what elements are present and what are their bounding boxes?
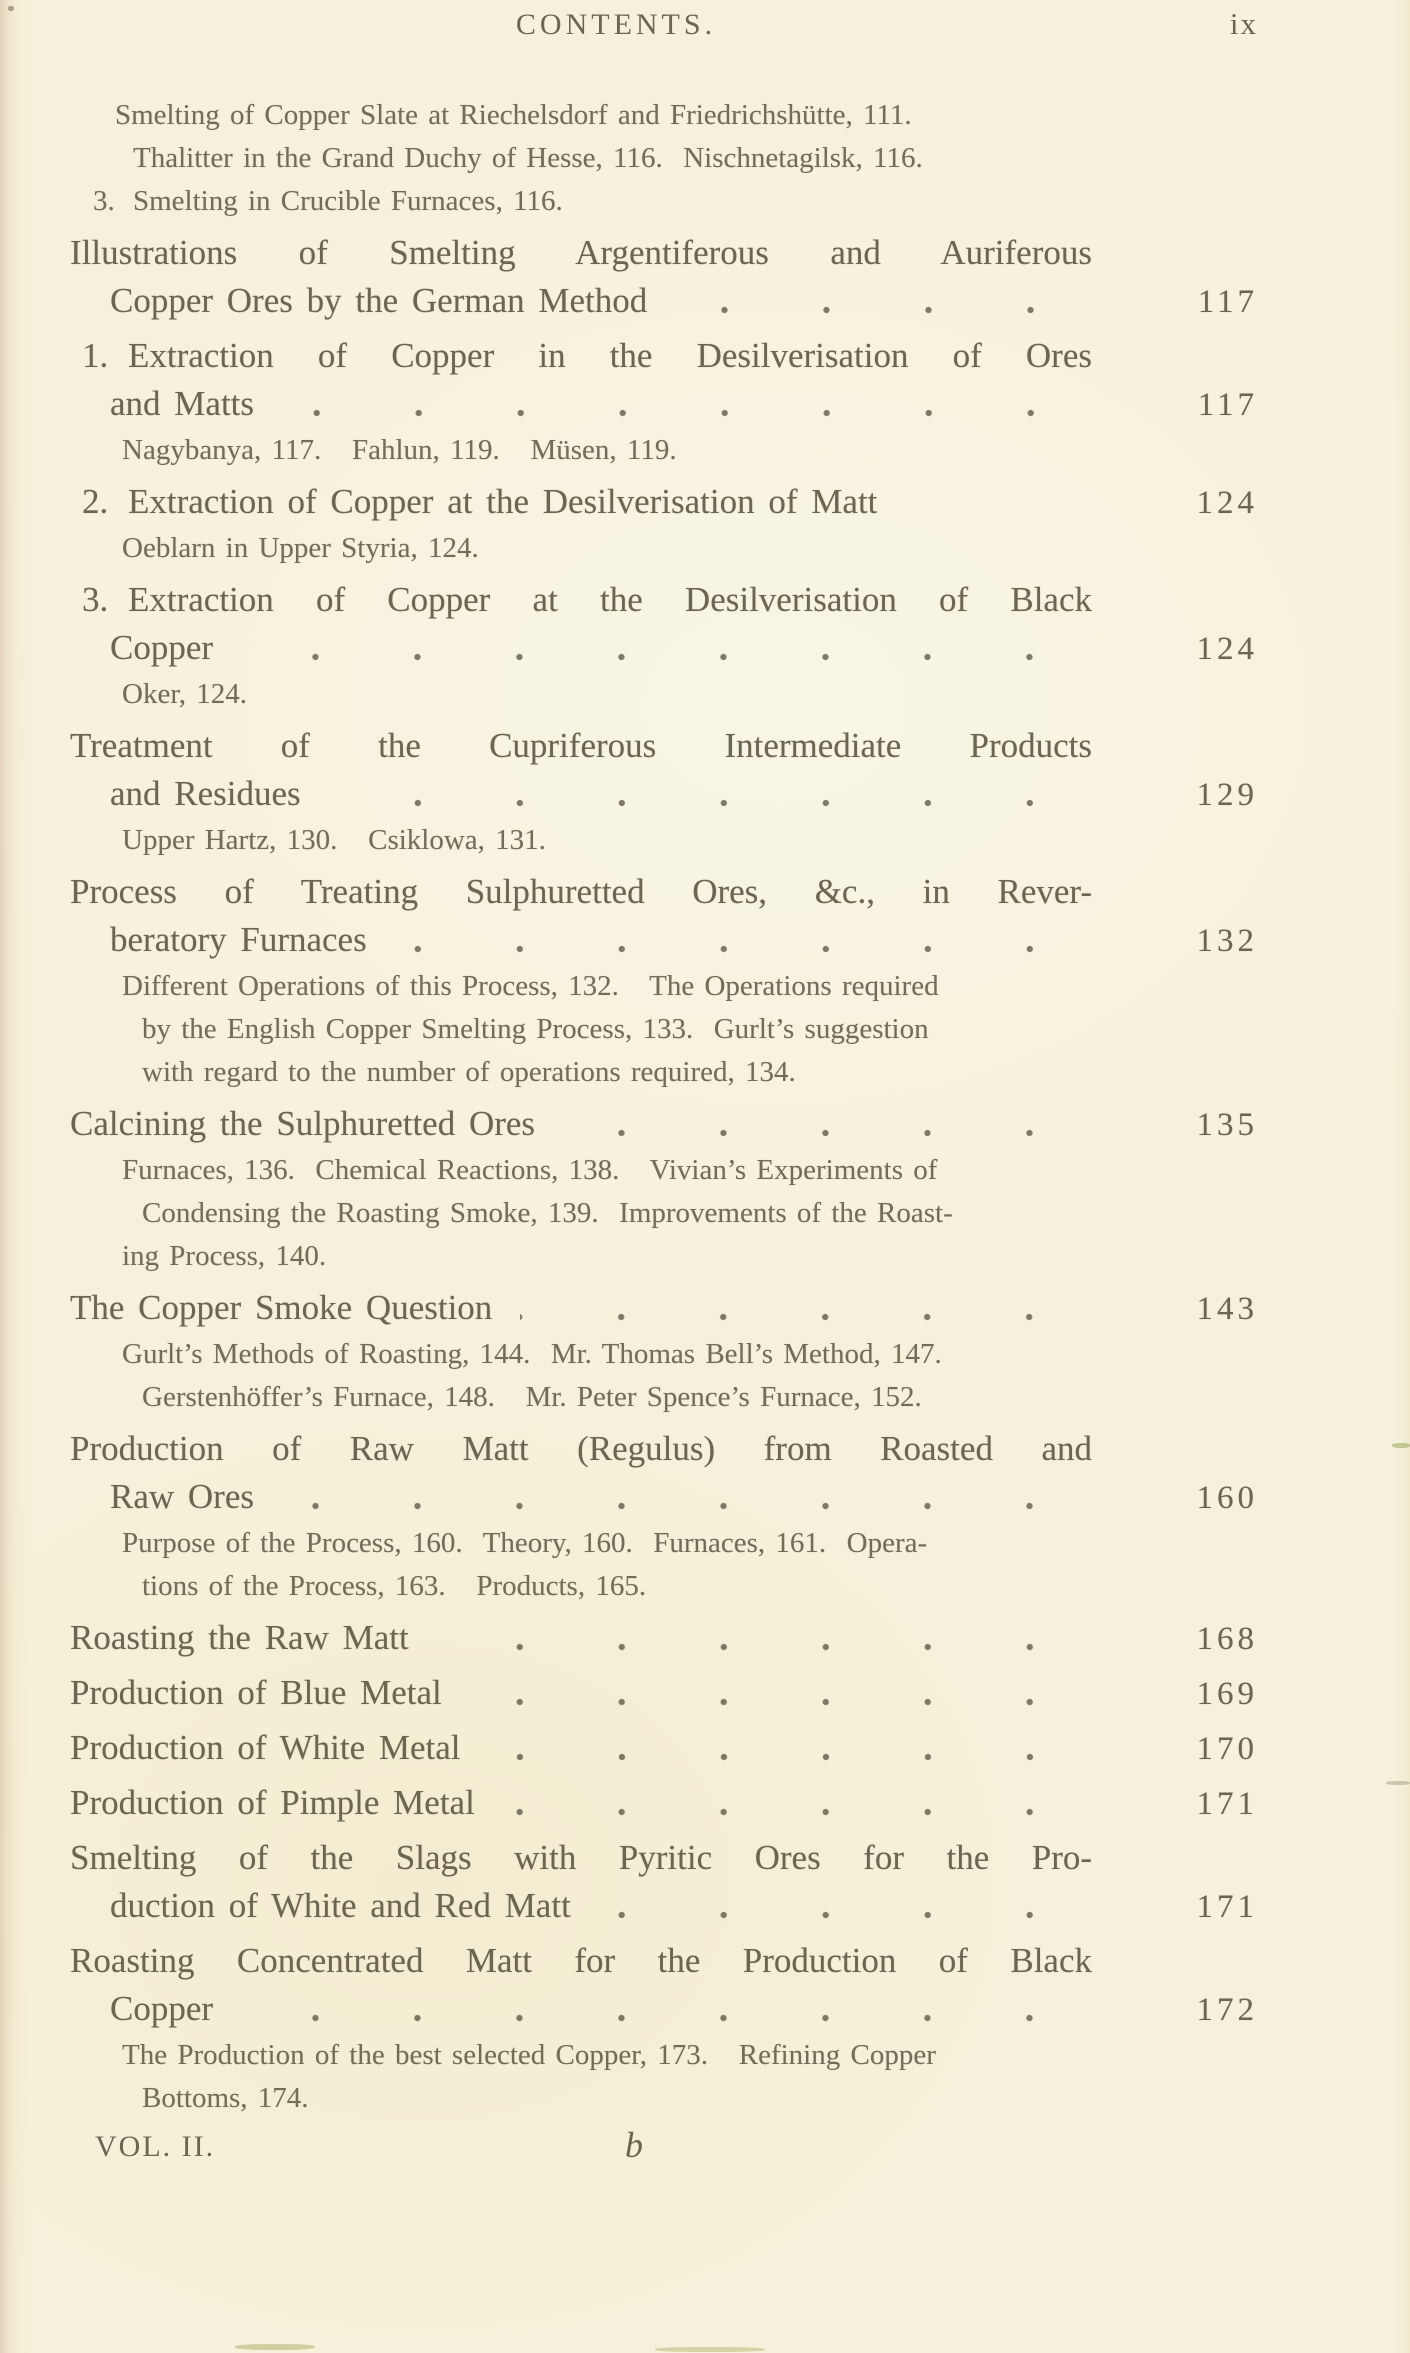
entry-number: 2. bbox=[82, 482, 109, 521]
toc-entry bbox=[70, 1834, 1258, 1931]
entry-text: Copper bbox=[110, 1989, 214, 2028]
toc-sub-line: Purpose of the Process, 160. Theory, 160. Furnaces, 161. Opera- bbox=[122, 1527, 928, 1559]
toc-entry bbox=[70, 1284, 1258, 1419]
toc-sub-line: tions of the Process, 163. Products, 165. bbox=[142, 1570, 647, 1602]
entry-text: Extraction of Copper at the Desilverisation of Black bbox=[128, 580, 1092, 619]
entry-line bbox=[110, 916, 1258, 965]
dot-leader bbox=[599, 1910, 1127, 1920]
entry-page-number: 117 bbox=[1197, 387, 1258, 423]
entry-page-number: 124 bbox=[1196, 485, 1258, 521]
entry-text: Production of Blue Metal bbox=[70, 1673, 442, 1712]
entry-text: beratory Furnaces bbox=[110, 920, 367, 959]
entry-text: Production of White Metal bbox=[70, 1728, 461, 1767]
toc-preamble bbox=[93, 94, 1258, 223]
entry-number: 3. bbox=[82, 580, 109, 619]
entry-line: Smelting of the Slags with Pyritic Ores for the Pro- bbox=[70, 1838, 1092, 1877]
entry-line: Treatment of the Cupriferous Intermediate Products bbox=[70, 726, 1092, 765]
entry-page-number: 170 bbox=[1196, 1731, 1258, 1767]
toc-sub-line: Smelting of Copper Slate at Riechelsdorf and Friedrichshütte, 111. bbox=[115, 99, 912, 131]
entry-line bbox=[70, 1284, 1258, 1333]
toc-sub-line: Furnaces, 136. Chemical Reactions, 138. Vivian’s Experiments of bbox=[122, 1154, 938, 1186]
entry-subs bbox=[122, 1333, 1258, 1419]
page-footer bbox=[70, 2125, 1258, 2180]
entry-subs bbox=[122, 819, 1258, 862]
entry-page-number: 171 bbox=[1196, 1786, 1258, 1822]
toc-sub-line: Upper Hartz, 130. Csiklowa, 131. bbox=[122, 824, 546, 856]
toc-entry bbox=[70, 576, 1258, 716]
entry-text: Extraction of Copper in the Desilverisation of Ores bbox=[128, 336, 1092, 375]
dot-leader bbox=[503, 1807, 1127, 1817]
entry-text: Raw Ores bbox=[110, 1477, 254, 1516]
toc-sub-line: Thalitter in the Grand Duchy of Hesse, 116. Nischnetagilsk, 116. bbox=[133, 142, 923, 174]
toc-sub-line: Gurlt’s Methods of Roasting, 144. Mr. Thomas Bell’s Method, 147. bbox=[122, 1338, 942, 1370]
entry-subs bbox=[122, 527, 1258, 570]
entry-text: The Copper Smoke Question bbox=[70, 1288, 493, 1327]
entry-page-number: 143 bbox=[1196, 1291, 1258, 1327]
toc-entry bbox=[70, 868, 1258, 1094]
scan-speck bbox=[8, 6, 14, 11]
entry-subs bbox=[122, 2034, 1258, 2120]
entry-line bbox=[110, 380, 1258, 429]
toc-entry bbox=[70, 1937, 1258, 2120]
entry-page-number: 129 bbox=[1196, 777, 1258, 813]
dot-leader bbox=[241, 2013, 1126, 2023]
toc-sub-line: Oker, 124. bbox=[122, 678, 248, 710]
entry-text: Production of Pimple Metal bbox=[70, 1783, 475, 1822]
entry-line bbox=[70, 1779, 1258, 1828]
toc-sub-line: by the English Copper Smelting Process, 133. Gurlt’s suggestion bbox=[142, 1013, 929, 1045]
entry-line bbox=[110, 1985, 1258, 2034]
entry-line bbox=[70, 1669, 1258, 1718]
toc-sub-line: Different Operations of this Process, 132. The Operations required bbox=[122, 970, 939, 1002]
dot-leader bbox=[395, 944, 1127, 954]
dot-leader bbox=[905, 506, 1126, 516]
toc-entry bbox=[70, 1669, 1258, 1718]
entry-page-number: 132 bbox=[1196, 923, 1258, 959]
entry-text: duction of White and Red Matt bbox=[110, 1886, 571, 1925]
entry-page-number: 172 bbox=[1196, 1992, 1258, 2028]
entry-number: 3. bbox=[93, 185, 115, 217]
toc-entry bbox=[70, 1724, 1258, 1773]
dot-leader bbox=[520, 1312, 1126, 1322]
dot-leader bbox=[489, 1752, 1127, 1762]
entry-line bbox=[82, 478, 1258, 527]
entry-page-number: 135 bbox=[1196, 1107, 1258, 1143]
entry-line bbox=[70, 1100, 1258, 1149]
scan-mark bbox=[1392, 1443, 1410, 1448]
dot-leader bbox=[675, 305, 1127, 315]
entry-line bbox=[110, 624, 1258, 673]
dot-leader bbox=[282, 1501, 1127, 1511]
toc-sub-line bbox=[93, 180, 1258, 223]
toc-entry bbox=[70, 722, 1258, 862]
toc-sub-line: Nagybanya, 117. Fahlun, 119. Müsen, 119. bbox=[122, 434, 677, 466]
entry-text: Calcining the Sulphuretted Ores bbox=[70, 1104, 536, 1143]
dot-leader bbox=[437, 1642, 1127, 1652]
entry-page-number: 124 bbox=[1196, 631, 1258, 667]
entry-line bbox=[70, 1614, 1258, 1663]
entry-text: Roasting the Raw Matt bbox=[70, 1618, 409, 1657]
scan-mark bbox=[655, 2347, 765, 2352]
toc-entry bbox=[70, 1779, 1258, 1828]
volume-label: VOL. II. bbox=[95, 2130, 216, 2163]
entry-subs bbox=[122, 1522, 1258, 1608]
toc-sub-line: Gerstenhöffer’s Furnace, 148. Mr. Peter Spence’s Furnace, 152. bbox=[142, 1381, 922, 1413]
entry-line bbox=[70, 1724, 1258, 1773]
entry-text: Copper Ores by the German Method bbox=[110, 281, 648, 320]
dot-leader bbox=[329, 798, 1127, 808]
toc-sub-line: Bottoms, 174. bbox=[142, 2082, 309, 2114]
signature-mark: b bbox=[625, 2125, 643, 2165]
entry-text: Extraction of Copper at the Desilverisation of Matt bbox=[128, 482, 878, 521]
page-header bbox=[70, 0, 1258, 52]
entry-line bbox=[110, 1473, 1258, 1522]
entry-page-number: 171 bbox=[1196, 1889, 1258, 1925]
entry-line bbox=[110, 277, 1258, 326]
toc-entry bbox=[70, 1614, 1258, 1663]
toc-sub-line: Oeblarn in Upper Styria, 124. bbox=[122, 532, 479, 564]
entry-page-number: 169 bbox=[1196, 1676, 1258, 1712]
toc-entry bbox=[70, 1100, 1258, 1278]
scan-mark bbox=[1386, 1781, 1410, 1785]
dot-leader bbox=[282, 408, 1128, 418]
scan-mark bbox=[235, 2344, 315, 2350]
entry-line: Production of Raw Matt (Regulus) from Roasted and bbox=[70, 1429, 1092, 1468]
entry-page-number: 168 bbox=[1196, 1621, 1258, 1657]
toc-entry bbox=[70, 229, 1258, 326]
entry-line bbox=[110, 1882, 1258, 1931]
toc-entry bbox=[70, 1425, 1258, 1608]
page-title: CONTENTS. bbox=[515, 8, 717, 41]
toc-sub-line: The Production of the best selected Copper, 173. Refining Copper bbox=[122, 2039, 936, 2071]
entry-page-number: 117 bbox=[1197, 284, 1258, 320]
dot-leader bbox=[563, 1128, 1126, 1138]
entry-line: Roasting Concentrated Matt for the Production of Black bbox=[70, 1941, 1092, 1980]
entry-line bbox=[110, 770, 1258, 819]
entry-number: 1. bbox=[82, 336, 109, 375]
dot-leader bbox=[241, 652, 1126, 662]
entry-text: and Matts bbox=[110, 384, 255, 423]
entry-text: Copper bbox=[110, 628, 214, 667]
folio-page-number: ix bbox=[1229, 6, 1258, 41]
entry-line bbox=[82, 332, 1092, 380]
entry-line: Illustrations of Smelting Argentiferous and Auriferous bbox=[70, 233, 1092, 272]
entry-text: Smelting in Crucible Furnaces, 116. bbox=[133, 185, 563, 217]
entry-subs bbox=[122, 673, 1258, 716]
dot-leader bbox=[470, 1697, 1127, 1707]
entry-line bbox=[82, 576, 1092, 624]
toc-sub-line: Condensing the Roasting Smoke, 139. Improvements of the Roast- bbox=[142, 1197, 953, 1229]
entry-text: and Residues bbox=[110, 774, 301, 813]
entry-subs bbox=[122, 429, 1258, 472]
table-of-contents bbox=[70, 94, 1258, 2120]
toc-sub-line: with regard to the number of operations required, 134. bbox=[142, 1056, 796, 1088]
entry-subs bbox=[122, 965, 1258, 1094]
toc-sub-line: ing Process, 140. bbox=[122, 1240, 327, 1272]
toc-entry bbox=[70, 332, 1258, 472]
toc-entry bbox=[70, 478, 1258, 570]
entry-subs bbox=[122, 1149, 1258, 1278]
entry-page-number: 160 bbox=[1196, 1480, 1258, 1516]
entry-line: Process of Treating Sulphuretted Ores, &c., in Rever- bbox=[70, 872, 1092, 911]
text-column bbox=[70, 0, 1258, 2180]
